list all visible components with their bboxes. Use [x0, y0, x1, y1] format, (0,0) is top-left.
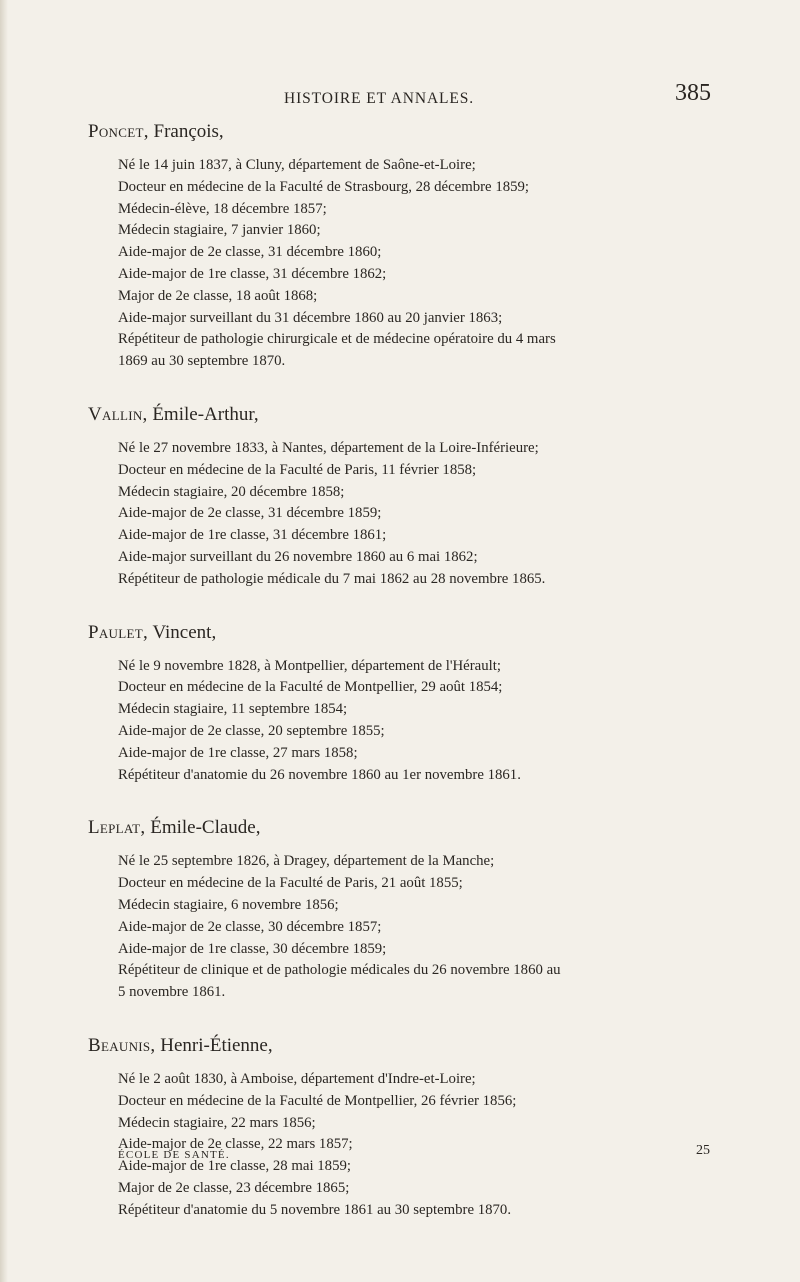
- entry-line: Major de 2e classe, 18 août 1868;: [118, 287, 318, 304]
- entry-surname: Poncet,: [88, 121, 149, 142]
- entry-given-name: Henri-Étienne,: [160, 1034, 273, 1056]
- entry-given-name: François,: [153, 121, 224, 142]
- entry-surname: Vallin,: [88, 403, 148, 425]
- entry-surname: Beaunis,: [88, 1034, 156, 1056]
- entry-line: Major de 2e classe, 23 décembre 1865;: [118, 1179, 350, 1196]
- entry-line: Aide-major de 1re classe, 27 mars 1858;: [118, 744, 358, 761]
- entry-line: Médecin stagiaire, 11 septembre 1854;: [118, 701, 348, 718]
- entry-line: Aide-major de 2e classe, 31 décembre 1859;: [118, 505, 382, 522]
- entry-line: Médecin-élève, 18 décembre 1857;: [118, 200, 327, 217]
- entry-name: [88, 120, 708, 144]
- entry-line: Aide-major surveillant du 26 novembre 1860 au 6 mai 1862;: [118, 548, 478, 565]
- signature-footer: [118, 1145, 710, 1163]
- entry-given-name: Émile-Claude,: [150, 817, 261, 839]
- entry-name: [88, 621, 708, 645]
- entry-line: Répétiteur de pathologie médicale du 7 mai 1862 au 28 novembre 1865.: [118, 570, 546, 587]
- entry-line: Aide-major de 2e classe, 30 décembre 1857;: [118, 918, 382, 935]
- page-spine-shadow: [0, 0, 8, 1282]
- signature-mark: ÉCOLE DE SANTÉ.: [118, 1149, 230, 1161]
- entry-line: Médecin stagiaire, 7 janvier 1860;: [118, 222, 321, 239]
- entry-line: Aide-major de 2e classe, 22 mars 1857;: [118, 1136, 353, 1153]
- entry-line: Aide-major de 1re classe, 31 décembre 1862;: [118, 265, 387, 282]
- entry-line: Répétiteur d'anatomie du 5 novembre 1861 au 30 septembre 1870.: [118, 1201, 512, 1218]
- entry-line: Né le 2 août 1830, à Amboise, département d'Indre-et-Loire;: [118, 1070, 476, 1087]
- entry-given-name: Vincent,: [152, 621, 217, 643]
- entry-line: Docteur en médecine de la Faculté de Paris, 11 février 1858;: [118, 461, 477, 478]
- entry-given-name: Émile-Arthur,: [152, 403, 259, 425]
- entry-line: Répétiteur d'anatomie du 26 novembre 1860 au 1er novembre 1861.: [118, 766, 521, 783]
- entry-name: [88, 1034, 708, 1058]
- entry-line: Répétiteur de clinique et de pathologie médicales du 26 novembre 1860 au: [118, 962, 561, 979]
- running-title: HISTOIRE ET ANNALES.: [284, 90, 475, 107]
- entry-surname: Leplat,: [88, 817, 146, 839]
- entry-line: Docteur en médecine de la Faculté de Montpellier, 29 août 1854;: [118, 679, 503, 696]
- entry-line: Aide-major de 2e classe, 20 septembre 1855;: [118, 722, 385, 739]
- entry-line: Docteur en médecine de la Faculté de Montpellier, 26 février 1856;: [118, 1092, 517, 1109]
- entry-line: Aide-major de 2e classe, 31 décembre 1860;: [118, 244, 382, 261]
- document-page: [88, 80, 711, 1251]
- biography-entry: [88, 1034, 708, 1222]
- entry-name: [88, 816, 708, 840]
- entry-line: Répétiteur de pathologie chirurgicale et de médecine opératoire du 4 mars: [118, 331, 556, 348]
- entry-line: Né le 14 juin 1837, à Cluny, département de Saône-et-Loire;: [118, 157, 476, 173]
- entry-line: Aide-major de 1re classe, 28 mai 1859;: [118, 1158, 351, 1175]
- page-number: 385: [675, 80, 711, 106]
- entries-list: [88, 120, 708, 1221]
- entry-line: Né le 25 septembre 1826, à Dragey, département de la Manche;: [118, 853, 495, 870]
- entry-surname: Paulet,: [88, 621, 149, 643]
- entry-line: Médecin stagiaire, 6 novembre 1856;: [118, 896, 339, 913]
- entry-line: Né le 27 novembre 1833, à Nantes, département de la Loire-Inférieure;: [118, 439, 539, 456]
- biography-entry: [88, 120, 708, 373]
- entry-line: 5 novembre 1861.: [118, 984, 226, 1001]
- entry-line: Médecin stagiaire, 22 mars 1856;: [118, 1114, 316, 1131]
- entry-line: Docteur en médecine de la Faculté de Paris, 21 août 1855;: [118, 875, 463, 892]
- entry-line: Aide-major de 1re classe, 31 décembre 1861;: [118, 527, 387, 544]
- entry-line: Né le 9 novembre 1828, à Montpellier, département de l'Hérault;: [118, 657, 501, 674]
- entry-line: Docteur en médecine de la Faculté de Strasbourg, 28 décembre 1859;: [118, 178, 530, 195]
- entry-line: Aide-major de 1re classe, 30 décembre 1859;: [118, 940, 387, 957]
- signature-number: 25: [696, 1143, 710, 1158]
- entry-line: 1869 au 30 septembre 1870.: [118, 353, 286, 370]
- biography-entry: [88, 816, 708, 1004]
- running-head: [88, 80, 711, 120]
- biography-entry: [88, 403, 708, 591]
- entry-line: Médecin stagiaire, 20 décembre 1858;: [118, 483, 345, 500]
- biography-entry: [88, 621, 708, 787]
- entry-line: Aide-major surveillant du 31 décembre 1860 au 20 janvier 1863;: [118, 309, 503, 326]
- entry-name: [88, 403, 708, 427]
